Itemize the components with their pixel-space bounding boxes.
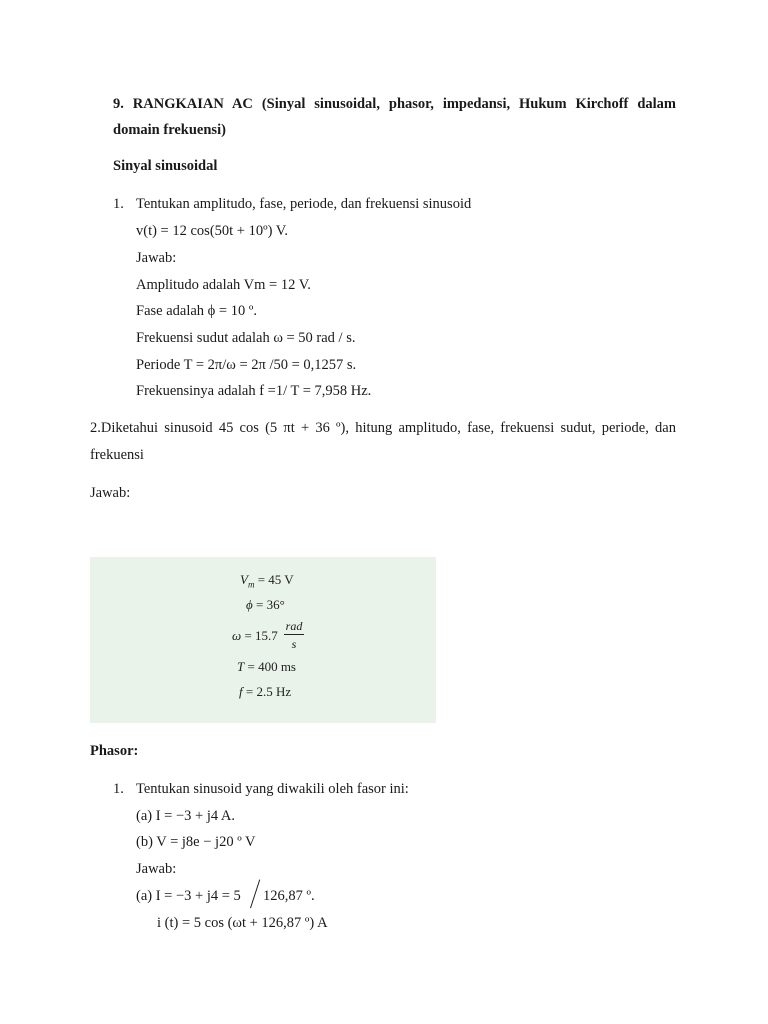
q1-expression: v(t) = 12 cos(50t + 10º) V. <box>136 223 289 239</box>
p1-question: Tentukan sinusoid yang diwakili oleh fasor ini: <box>136 781 409 797</box>
q1-answer-periode: Periode T = 2π/ω = 2π /50 = 0,1257 s. <box>136 357 357 373</box>
q1-jawab: Jawab: <box>136 250 177 266</box>
heading-line-1: 9. RANGKAIAN AC (Sinyal sinusoidal, phasor, impedansi, Hukum Kirchoff dalam <box>113 96 676 112</box>
eq-period: T = 400 ms <box>237 659 296 674</box>
heading-line-2: domain frekuensi) <box>113 122 226 138</box>
p1-part-a: (a) I = −3 + j4 A. <box>136 808 236 824</box>
p1-answer-a: (a) I = −3 + j4 = 5 <box>136 888 241 904</box>
q2-line-2: frekuensi <box>90 447 144 463</box>
section-title-sinyal: Sinyal sinusoidal <box>113 158 218 174</box>
answer-equation-box <box>90 557 436 723</box>
q1-question: Tentukan amplitudo, fase, periode, dan frekuensi sinusoid <box>136 196 472 212</box>
eq-phi: ϕ = 36° <box>246 597 285 612</box>
section-title-phasor: Phasor: <box>90 743 139 759</box>
eq-omega-denominator: s <box>291 637 297 651</box>
q2-line-1: 2.Diketahui sinusoid 45 cos (5 πt + 36 º), hitung amplitudo, fase, frekuensi sudut, periode, dan <box>90 420 676 436</box>
p1-jawab: Jawab: <box>136 861 177 877</box>
p1-answer-a-angle: 126,87 º. <box>263 888 315 904</box>
p1-answer-a-time-domain: i (t) = 5 cos (ωt + 126,87 º) A <box>157 915 328 931</box>
q1-number: 1. <box>113 196 124 212</box>
q1-answer-amplitudo: Amplitudo adalah Vm = 12 V. <box>136 277 311 293</box>
eq-omega-fraction-bar <box>284 634 304 635</box>
p1-number: 1. <box>113 781 124 797</box>
p1-part-b: (b) V = j8e − j20 º V <box>136 834 256 850</box>
q1-answer-fase: Fase adalah ϕ = 10 º. <box>136 303 257 319</box>
q1-answer-frekuensi-sudut: Frekuensi sudut adalah ω = 50 rad / s. <box>136 330 356 346</box>
q2-jawab: Jawab: <box>90 485 131 501</box>
eq-frequency: f = 2.5 Hz <box>239 684 292 699</box>
eq-omega-numerator: rad <box>285 619 303 633</box>
q1-answer-frekuensi: Frekuensinya adalah f =1/ T = 7,958 Hz. <box>136 383 372 399</box>
eq-omega: ω = 15.7 <box>232 628 278 643</box>
angle-symbol <box>250 879 261 908</box>
eq-vm: $V_m = 45$ V <box>240 572 294 590</box>
